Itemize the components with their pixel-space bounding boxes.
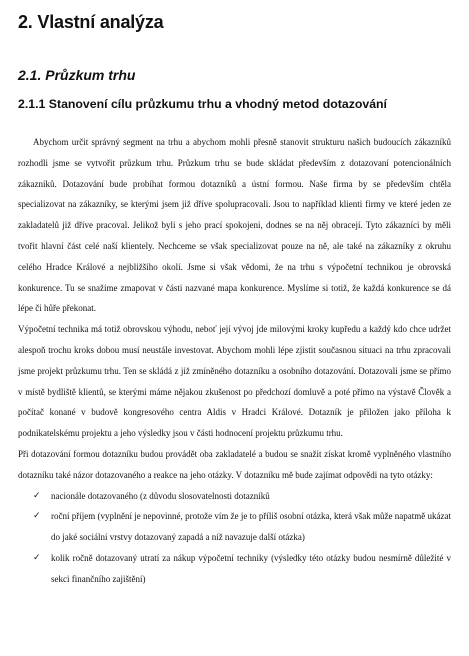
checkmark-icon: ✓ [33,490,41,501]
subsection-heading: 2.1.1 Stanovení cílu průzkumu trhu a vhodný metod dotazování [18,97,387,111]
paragraph-2: Výpočetní technika má totiž obrovskou výhodu, neboť její vývoj jde milovými kroky kupředu a každý kdo chce udržet alespoň trochu kroks dobou musí neustále investovat. Abychom mohli lépe zjistit současnou situaci na trhu zpracovali jsme projekt průzkumu trhu. Ten se skládá z již zmíněného dotazníku a osobního dotazování. Dotazovali jsme se přímo v místě bydliště klientů, se kterými máme nějakou zkušenost po předchozí domluvě a poté přímo na výstavě Člověk a počítač konané v budově kongresového centra Aldis v Hradci Králové. Dotazník je přiložen jako příloha k podnikatelskému projektu a jeho výsledky jsou v části hodnocení projektu průzkumu trhu. [18,324,451,439]
paragraph-3: Při dotazování formou dotazníku budou provádět oba zakladatelé a budou se snažit získat kromě vyplněného vlastního dotazníku také názor dotazovaného a reakce na jeho otázky. V dotazníku mě bude zajímat odpovědi na tyto otázky: [18,448,451,480]
list-item-text: roční příjem (vyplnění je nepovinné, protože vím že je to příliš osobní otázka, která však může napatmě ukázat do jaké sociální vrstvy dotazovaný zapadá a níž navazuje další otázka) [51,511,451,543]
chapter-heading: 2. Vlastní analýza [18,12,164,32]
checkmark-icon: ✓ [33,511,41,522]
checkmark-icon: ✓ [33,552,41,563]
list-item [18,486,451,507]
body-text [18,122,451,590]
question-list [18,486,451,590]
section-heading: 2.1. Průzkum trhu [18,67,136,83]
list-item-text: kolik ročně dotazovaný utratí za nákup výpočetní techniky (výsledky této otázky budou nesmírně důležité v sekci finančního zajištění) [51,552,451,584]
paragraph-1: Abychom určit správný segment na trhu a abychom mohli přesně stanovit strukturu našich budoucích zákazníků rozhodli jsme se vytvořit průzkum trhu. Průzkum trhu se bude skládat především z dotazovaní potencionálních zákazníků. Dotazování bude probíhat formou dotazníků a ústní formou. Naše firma by se především chtěla specializovat na zákazníky, se kterými jsem již dříve spolupracovali. Jsou to například klienti firmy ve které jeden ze zakladatelů již dříve pracoval. Jelikož byli s jeho prací spokojeni, dodnes se na něj obracejí. Tyto zákazníci by měli tvořit hlavní část celé naší klientely. Nechceme se však specializovat pouze na ně, ale také na zákazníky z okruhu celého Hradce Králové a nejbližšího okolí. Jsme si však vědomi, že na trhu s výpočetní technikou je obrovská konkurence. Tu se snažíme zmapovat v části nazvané mapa konkurence. Myslíme si totiž, že každá konkurence se dá lépe či hůře překonat. [18,137,451,314]
list-item [18,506,451,548]
list-item [18,548,451,590]
list-item-text: nacionále dotazovaného (z důvodu slosovatelnosti dotazníků [51,490,270,501]
